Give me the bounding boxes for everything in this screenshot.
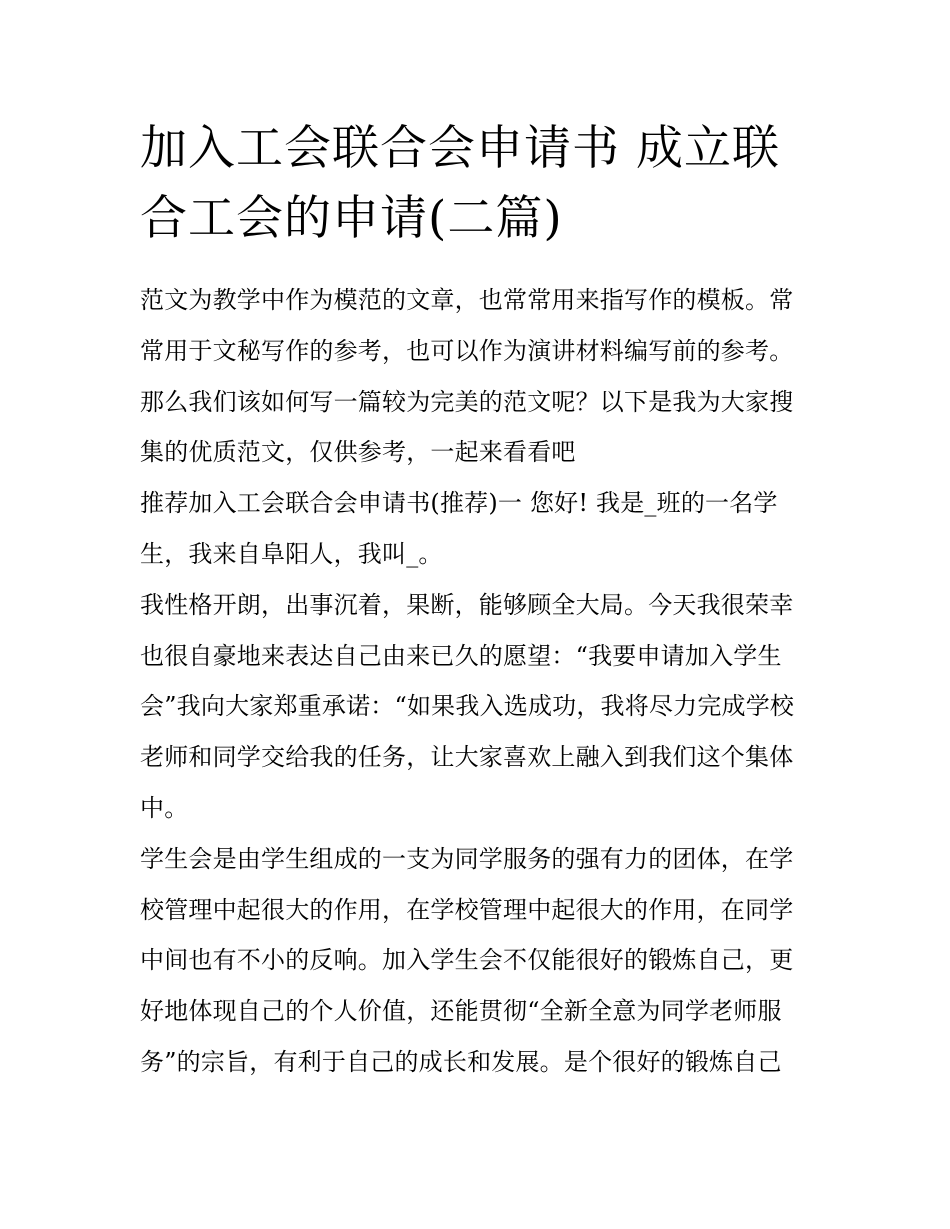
- body-line: 常用于文秘写作的参考，也可以作为演讲材料编写前的参考。: [140, 336, 794, 365]
- document-title: [140, 114, 820, 254]
- body-line: 会”我向大家郑重承诺：“如果我入选成功，我将尽力完成学校: [140, 692, 795, 721]
- body-line: 我性格开朗，出事沉着，果断，能够顾全大局。今天我很荣幸: [140, 590, 794, 619]
- title-line-2: 合工会的申请(二篇): [140, 191, 563, 246]
- body-line: 中间也有不小的反响。加入学生会不仅能很好的锻炼自己，更: [140, 946, 794, 975]
- document-body: [140, 275, 820, 1088]
- title-line-1: 加入工会联合会申请书 成立联: [140, 121, 780, 176]
- body-line: 也很自豪地来表达自己由来已久的愿望：“我要申请加入学生: [140, 641, 782, 670]
- body-line: 集的优质范文，仅供参考，一起来看看吧: [140, 438, 576, 467]
- body-line: 老师和同学交给我的任务，让大家喜欢上融入到我们这个集体: [140, 743, 794, 772]
- body-line: 学生会是由学生组成的一支为同学服务的强有力的团体，在学: [140, 844, 794, 873]
- body-line: 校管理中起很大的作用，在学校管理中起很大的作用，在同学: [140, 895, 794, 924]
- body-line: 好地体现自己的个人价值，还能贯彻“全新全意为同学老师服: [140, 997, 782, 1026]
- body-line: 范文为教学中作为模范的文章，也常常用来指写作的模板。常: [140, 286, 794, 314]
- body-line: 中。: [140, 793, 189, 822]
- body-line: 推荐加入工会联合会申请书(推荐)一 您好! 我是_班的一名学: [140, 489, 778, 518]
- body-line: 生，我来自阜阳人，我叫_。: [140, 539, 443, 568]
- body-line: 务”的宗旨，有利于自己的成长和发展。是个很好的锻炼自己: [140, 1047, 782, 1076]
- body-line: 那么我们该如何写一篇较为完美的范文呢？以下是我为大家搜: [140, 387, 794, 416]
